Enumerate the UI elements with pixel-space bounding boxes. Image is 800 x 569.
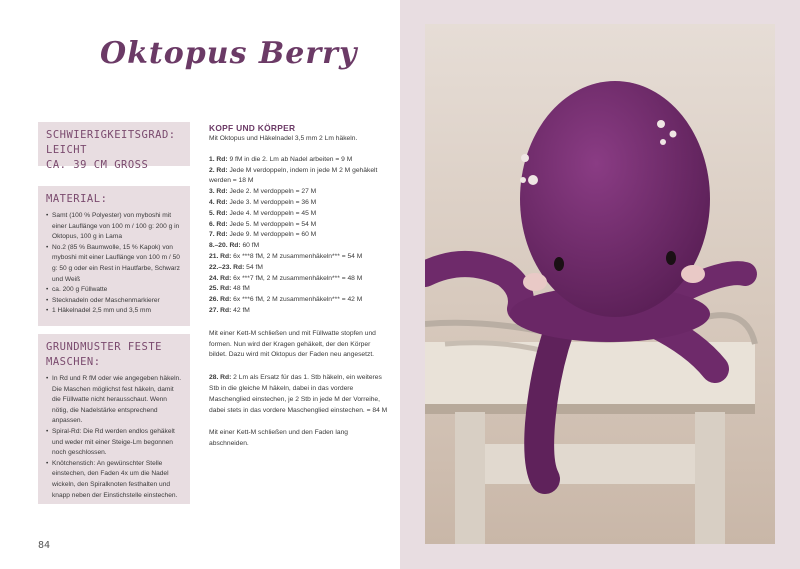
round-label: 8.–20. Rd: <box>209 242 241 250</box>
page-number: 84 <box>38 540 51 551</box>
intro-text: Mit Oktopus und Häkelnadel 3,5 mm 2 Lm häkeln. <box>209 135 358 142</box>
round-label: 27. Rd: <box>209 306 232 314</box>
round-text: Jede 2. M verdoppeln = 27 M <box>229 188 317 196</box>
pattern-heading: GRUNDMUSTER FESTE MASCHEN: <box>46 341 162 368</box>
round-row <box>209 241 389 252</box>
paragraph <box>209 373 389 416</box>
round-row <box>209 252 389 263</box>
spot <box>528 175 538 185</box>
round-text: 42 fM <box>233 306 250 314</box>
round-row <box>209 295 389 306</box>
stool-leg <box>695 412 725 544</box>
cheek <box>523 273 547 291</box>
difficulty-box <box>38 122 190 171</box>
round-label: 25. Rd: <box>209 285 232 293</box>
octopus-illustration <box>425 24 775 544</box>
round-row <box>209 155 389 166</box>
round-text: Jede 4. M verdoppeln = 45 M <box>229 209 317 217</box>
list-item: • 1 Häkelnadel 2,5 mm und 3,5 mm <box>46 306 182 317</box>
round-text: 6x ***6 fM, 2 M zusammenhäkeln*** = 42 M <box>233 296 363 304</box>
eye <box>554 257 564 271</box>
round-row <box>209 263 389 274</box>
round-label: 4. Rd: <box>209 198 228 206</box>
list-item: • Knötchenstich: An gewünschter Stelle einstechen, den Faden 4x um die Nadel wickeln, den Spiralknoten festhalten und knapp neben der Einstichstelle einstechen. <box>46 459 182 501</box>
rounds-list <box>209 155 389 317</box>
list-item: • ca. 200 g Füllwatte <box>46 285 182 296</box>
spot <box>660 139 666 145</box>
round-row <box>209 209 389 220</box>
octopus-photo <box>425 24 775 544</box>
spot <box>657 120 665 128</box>
spot <box>521 154 529 162</box>
difficulty-label: SCHWIERIGKEITSGRAD: LEICHT <box>46 129 176 156</box>
paragraph: Mit einer Kett-M schließen und mit Füllwatte stopfen und formen. Nun wird der Kragen gehäkelt, der den Körper bildet. Dazu wird mit Oktopus der Faden neu angesetzt. <box>209 329 376 359</box>
list-item: • No.2 (85 % Baumwolle, 15 % Kapok) von myboshi mit einer Lauflänge von 100 m / 50 g: 50 g oder ein Rest in Hautfarbe, Schwarz und Weiß <box>46 243 182 285</box>
round-text: Jede 3. M verdoppeln = 36 M <box>229 198 317 206</box>
round-text: Jede M verdoppeln, indem in jede M 2 M gehäkelt werden = 18 M <box>209 166 378 185</box>
material-box <box>38 186 190 326</box>
round-text: Jede 5. M verdoppeln = 54 M <box>229 220 317 228</box>
stool-rail <box>485 444 695 484</box>
round-label: 24. Rd: <box>209 274 232 282</box>
round-text: 54 fM <box>246 263 263 271</box>
round-label: 21. Rd: <box>209 252 232 260</box>
round-label: 2. Rd: <box>209 166 228 174</box>
round-row <box>209 166 389 188</box>
round-label: 5. Rd: <box>209 209 228 217</box>
round-label: 1. Rd: <box>209 155 228 163</box>
round-text: Jede 9. M verdoppeln = 60 M <box>229 231 317 239</box>
paragraph: Mit einer Kett-M schließen und den Faden lang abschneiden. <box>209 429 349 448</box>
round-text: 6x ***8 fM, 2 M zusammenhäkeln*** = 54 M <box>233 252 363 260</box>
round-row <box>209 230 389 241</box>
round-row <box>209 220 389 231</box>
pattern-list <box>46 374 182 501</box>
round-row <box>209 274 389 285</box>
round-text: 2 Lm als Ersatz für das 1. Stb häkeln, ein weiteres Stb in die gleiche M häkeln, dabei in das vordere Maschenglied einstechen, je 2 Stb in jede M der Vorreihe, dabei stets in das vordere Maschenglied einstechen. = 84 M <box>209 374 388 414</box>
round-text: 6x ***7 fM, 2 M zusammenhäkeln*** = 48 M <box>233 274 363 282</box>
cheek <box>681 265 705 283</box>
round-label: 3. Rd: <box>209 188 228 196</box>
list-item: • Samt (100 % Polyester) von myboshi mit einer Lauflänge von 100 m / 100 g: 200 g in Oktopus, 100 g in Lama <box>46 211 182 243</box>
instructions-column <box>209 122 389 450</box>
octopus-head <box>520 81 710 317</box>
size-label: CA. 39 CM GROSS <box>46 159 149 171</box>
round-row <box>209 198 389 209</box>
list-item: • Stecknadeln oder Maschenmarkierer <box>46 296 182 307</box>
section-heading: KOPF UND KÖRPER <box>209 123 296 133</box>
round-text: 9 fM in die 2. Lm ab Nadel arbeiten = 9 M <box>229 155 353 163</box>
material-list <box>46 211 182 317</box>
round-text: 60 fM <box>242 242 260 250</box>
round-row <box>209 306 389 317</box>
page-title: Oktopus Berry <box>100 36 358 71</box>
round-label: 7. Rd: <box>209 231 228 239</box>
spot <box>520 177 526 183</box>
round-text: 48 fM <box>233 285 250 293</box>
right-page <box>400 0 800 569</box>
pattern-box <box>38 334 190 504</box>
list-item: • In Rd und R fM oder wie angegeben häkeln. Die Maschen möglichst fest häkeln, damit die Füllwatte nicht herausschaut. Wenn nötig, die Nadelstärke entsprechend anpassen. <box>46 374 182 427</box>
round-label: 26. Rd: <box>209 296 232 304</box>
round-label: 28. Rd: <box>209 374 232 382</box>
eye <box>666 251 676 265</box>
round-row <box>209 284 389 295</box>
list-item: • Spiral-Rd: Die Rd werden endlos gehäkelt und weder mit einer Steige-Lm begonnen noch geschlossen. <box>46 427 182 459</box>
material-heading: MATERIAL: <box>46 193 108 205</box>
spot <box>670 131 677 138</box>
round-label: 22.–23. Rd: <box>209 263 245 271</box>
stool-leg <box>455 412 485 544</box>
round-label: 6. Rd: <box>209 220 228 228</box>
round-row <box>209 187 389 198</box>
